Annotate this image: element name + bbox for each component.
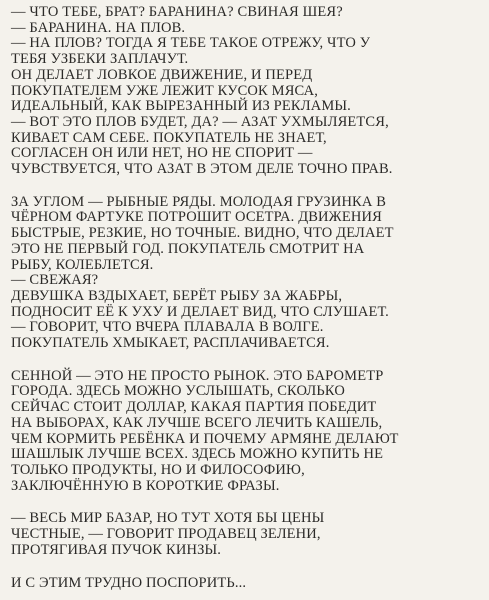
text-line: ШАШЛЫК ЛУЧШЕ ВСЕХ. ЗДЕСЬ МОЖНО КУПИТЬ НЕ (11, 446, 384, 463)
text-line: ЧУВСТВУЕТСЯ, ЧТО АЗАТ В ЭТОМ ДЕЛЕ ТОЧНО ПРАВ. (11, 161, 393, 178)
paragraph-bazaar-quote (11, 511, 475, 558)
text-line: ЭТО НЕ ПЕРВЫЙ ГОД. ПОКУПАТЕЛЬ СМОТРИТ НА (11, 240, 365, 257)
text-line: — ГОВОРИТ, ЧТО ВЧЕРА ПЛАВАЛА В ВОЛГЕ. (11, 319, 324, 336)
text-line: БЫСТРЫЕ, РЕЗКИЕ, НО ТОЧНЫЕ. ВИДНО, ЧТО ДЕЛАЕТ (11, 225, 394, 242)
text-line: — СВЕЖАЯ? (11, 272, 99, 289)
text-line: РЫБУ, КОЛЕБЛЕТСЯ. (11, 256, 154, 273)
paragraph-market (11, 369, 475, 495)
text-line: ПОКУПАТЕЛЕМ УЖЕ ЛЕЖИТ КУСОК МЯСА, (11, 82, 319, 99)
text-line: ЗАКЛЮЧЁННУЮ В КОРОТКИЕ ФРАЗЫ. (11, 477, 280, 494)
text-line: ОН ДЕЛАЕТ ЛОВКОЕ ДВИЖЕНИЕ, И ПЕРЕД (11, 66, 313, 83)
text-line: — ВЕСЬ МИР БАЗАР, НО ТУТ ХОТЯ БЫ ЦЕНЫ (11, 510, 325, 527)
text-line: — ЧТО ТЕБЕ, БРАТ? БАРАНИНА? СВИНАЯ ШЕЯ? (11, 4, 343, 20)
text-line: ЧЁРНОМ ФАРТУКЕ ПОТРОШИТ ОСЕТРА. ДВИЖЕНИЯ (11, 209, 382, 226)
text-line: И С ЭТИМ ТРУДНО ПОСПОРИТЬ... (11, 574, 247, 591)
text-line: — НА ПЛОВ? ТОГДА Я ТЕБЕ ТАКОЕ ОТРЕЖУ, ЧТО У (11, 35, 371, 52)
text-line: ЧЕМ КОРМИТЬ РЕБЁНКА И ПОЧЕМУ АРМЯНЕ ДЕЛАЮТ (11, 430, 399, 447)
text-line: ИДЕАЛЬНЫЙ, КАК ВЫРЕЗАННЫЙ ИЗ РЕКЛАМЫ. (11, 98, 351, 115)
text-line: ПОКУПАТЕЛЬ ХМЫКАЕТ, РАСПЛАЧИВАЕТСЯ. (11, 335, 330, 352)
paragraph-closing (11, 576, 475, 592)
text-line: ТЕБЯ УЗБЕКИ ЗАПЛАЧУТ. (11, 51, 189, 68)
text-line: СОГЛАСЕН ОН ИЛИ НЕТ, НО НЕ СПОРИТ — (11, 145, 313, 162)
text-line: ЧЕСТНЫЕ, — ГОВОРИТ ПРОДАВЕЦ ЗЕЛЕНИ, (11, 526, 321, 543)
text-line: КИВАЕТ САМ СЕБЕ. ПОКУПАТЕЛЬ НЕ ЗНАЕТ, (11, 129, 327, 146)
text-line: — БАРАНИНА. НА ПЛОВ. (11, 19, 186, 36)
text-line: — ВОТ ЭТО ПЛОВ БУДЕТ, ДА? — АЗАТ УХМЫЛЯЕТСЯ, (11, 113, 389, 130)
paragraph-butcher (11, 5, 475, 178)
text-line: НА ВЫБОРАХ, КАК ЛУЧШЕ ВСЕГО ЛЕЧИТЬ КАШЕЛЬ, (11, 414, 383, 431)
text-line: СЕННОЙ — ЭТО НЕ ПРОСТО РЫНОК. ЭТО БАРОМЕТР (11, 367, 384, 384)
text-line: ГОРОДА. ЗДЕСЬ МОЖНО УСЛЫШАТЬ, СКОЛЬКО (11, 383, 345, 400)
text-line: ДЕВУШКА ВЗДЫХАЕТ, БЕРЁТ РЫБУ ЗА ЖАБРЫ, (11, 287, 343, 304)
text-line: СЕЙЧАС СТОИТ ДОЛЛАР, КАКАЯ ПАРТИЯ ПОБЕДИТ (11, 399, 377, 416)
text-line: ПОДНОСИТ ЕЁ К УХУ И ДЕЛАЕТ ВИД, ЧТО СЛУШАЕТ. (11, 303, 389, 320)
text-line: ПРОТЯГИВАЯ ПУЧОК КИНЗЫ. (11, 541, 222, 558)
paragraph-fish-row (11, 195, 475, 352)
text-line: ТОЛЬКО ПРОДУКТЫ, НО И ФИЛОСОФИЮ, (11, 461, 305, 478)
text-line: ЗА УГЛОМ — РЫБНЫЕ РЯДЫ. МОЛОДАЯ ГРУЗИНКА В (11, 193, 387, 210)
